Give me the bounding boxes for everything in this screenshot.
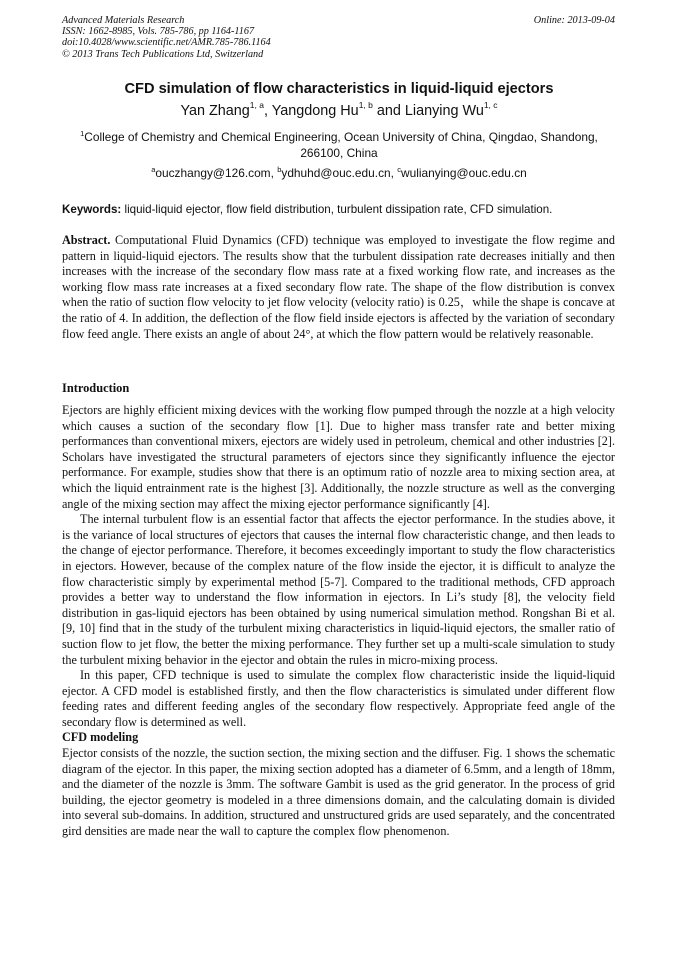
online-date: Online: 2013-09-04 [533, 15, 615, 26]
paragraph: The internal turbulent flow is an essential factor that affects the ejector performance. In the studies above, it is the variance of local structures of ejectors that causes the internal flow characteristic change, and then leads to the change of ejector performance. Therefore, it becomes exceedingly important to study the flow characteristics in ejectors. However, because of the complex nature of the flow inside the ejector, it is difficult to analyze the flow characteristic simply by experimental method [5-7]. Compared to the traditional methods, CFD approach provides a better way to understand the flow information in ejectors. In Li’s study [8], the velocity field distribution in gas-liquid ejectors has been obtained by using numerical simulation method. Rongshan Bi et al. [9, 10] find that in the study of the turbulent mixing characteristics in liquid-liquid ejectors, the smaller ratio of suction flow to jet flow, the better the mixing performance. They further set up a multi-scale simulation to study the turbulent mixing behavior in the ejector and obtain the rules in micro-mixing process. [62, 512, 615, 667]
email-mark: c [397, 165, 401, 174]
author-affil-mark: 1, c [483, 100, 498, 110]
issn-line: ISSN: 1662-8985, Vols. 785-786, pp 1164-1167 [62, 26, 255, 38]
doi-line: doi:10.4028/www.scientific.net/AMR.785-786.1164 [62, 37, 271, 49]
author-name: Yan Zhang [180, 103, 250, 119]
section-heading-introduction: Introduction [62, 381, 130, 395]
paragraph: In this paper, CFD technique is used to simulate the complex flow characteristic inside the liquid-liquid ejector. A CFD model is established firstly, and then the flow characteristics is simulated under different flow feeding rates and different feeding angles of the secondary flow respectively. Appropriate feed angle of the secondary flow is determined as well. [62, 668, 615, 729]
email-separator: , [270, 166, 278, 180]
author-separator: , [263, 103, 272, 119]
affiliation-text: College of Chemistry and Chemical Engineering, Ocean University of China, Qingdao, Shandong, 266100, China [84, 130, 598, 160]
paragraph: Ejector consists of the nozzle, the suction section, the mixing section and the diffuser. Fig. 1 shows the schematic diagram of the ejector. In this paper, the mixing section adopted has a diameter of 6.5mm, and a length of 18mm, and the diameter of the nozzle is 3mm. The software Gambit is used as the grid generator. In the process of grid building, the ejector geometry is modeled in a three dimensions domain, and the calculating domain is divided into several sub-domains. In addition, structured and unstructured grids are used separately, and the concentrated gird densities are made near the wall to capture the complex flow phenomenon. [62, 746, 615, 839]
affiliation-mark: 1 [80, 129, 85, 138]
abstract-label: Abstract. [62, 233, 111, 247]
author-affil-mark: 1, a [249, 100, 264, 110]
author-separator: and [372, 103, 405, 119]
email-address[interactable]: ydhuhd@ouc.edu.cn [281, 166, 391, 180]
keywords-label: Keywords: [62, 203, 122, 216]
author-emails [40, 166, 638, 181]
email-address[interactable]: ouczhangy@126.com [155, 166, 271, 180]
email-separator: , [390, 166, 398, 180]
section-heading-cfd-modeling: CFD modeling [62, 730, 139, 745]
paper-title: CFD simulation of flow characteristics in liquid-liquid ejectors [124, 81, 554, 97]
author-affil-mark: 1, b [358, 100, 373, 110]
author-name: Lianying Wu [404, 103, 484, 119]
paragraph: Ejectors are highly efficient mixing devices with the working flow pumped through the nozzle at a high velocity which causes a suction of the secondary flow [1]. Due to higher mass transfer rate and better mixing performances than conventional mixers, ejectors are widely used in petroleum, chemical and other industries [2]. Scholars have investigated the structural parameters of ejectors since they significantly influence the ejector performance. For example, studies show that there is an optimum ratio of nozzle area to mixing section area, at which the liquid entrainment rate is the highest [3]. Additionally, the nozzle structure as well as the converging angle of the mixing section may affect the mixing ejector performance significantly [4]. [62, 403, 615, 511]
abstract [62, 233, 615, 342]
journal-name: Advanced Materials Research [62, 15, 185, 26]
abstract-text: Computational Fluid Dynamics (CFD) technique was employed to investigate the flow regime and pattern in liquid-liquid ejectors. The results show that the turbulent dissipation rate decreases initially and then increases with the increase of the secondary flow mass rate at a fixed working flow rate, and increases as the working flow mass rate increases at a fixed secondary flow rate. The shape of the flow distribution is convex when the ratio of suction flow velocity to jet flow velocity (velocity ratio) is 0.25，while the shape is concave at the ratio of 4. In addition, the deflection of the flow field inside ejectors is affected by the variation of secondary flow feed angle. There exists an angle of about 24°, at which the flow pattern would be relatively reasonable. [62, 233, 615, 341]
keywords [62, 202, 615, 217]
email-mark: b [277, 165, 282, 174]
email-address[interactable]: wulianying@ouc.edu.cn [401, 166, 527, 180]
keywords-text: liquid-liquid ejector, flow field distribution, turbulent dissipation rate, CFD simulation. [121, 203, 553, 216]
author-name: Yangdong Hu [271, 103, 359, 119]
affiliation [66, 130, 612, 161]
introduction-body [62, 403, 615, 840]
email-mark: a [151, 165, 156, 174]
author-list [40, 102, 638, 120]
journal-header [62, 15, 615, 60]
copyright-line: © 2013 Trans Tech Publications Ltd, Switzerland [62, 48, 264, 60]
